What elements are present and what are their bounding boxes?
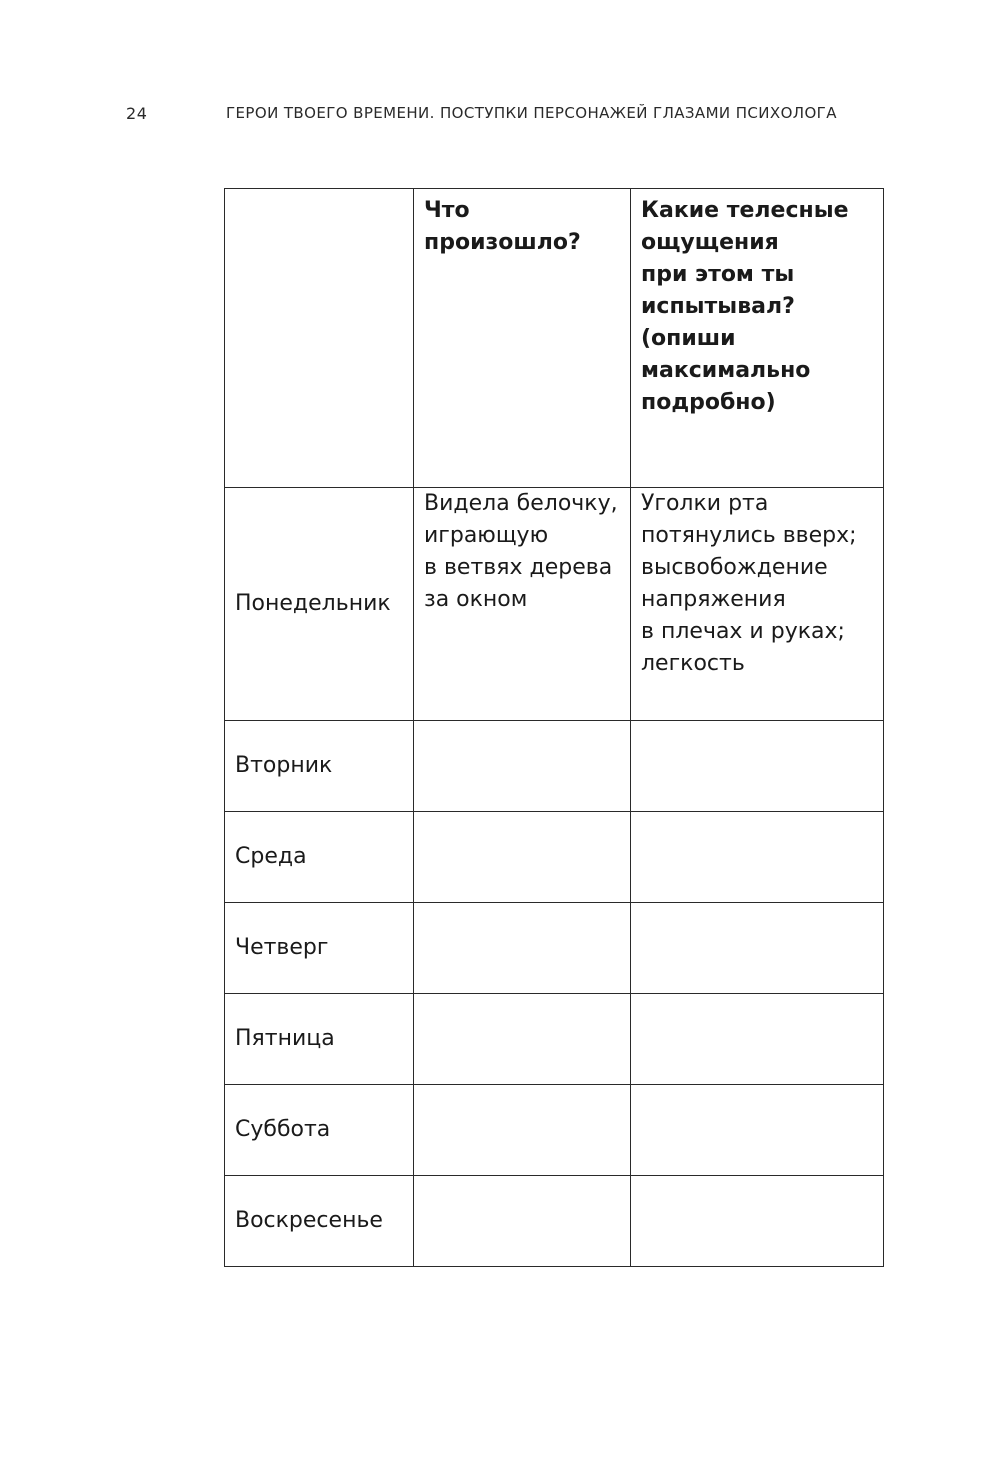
event-cell-sunday[interactable] — [414, 1176, 631, 1267]
header-sensations-line: испытывал? — [641, 294, 795, 319]
sensations-line: напряжения — [641, 587, 786, 612]
table-row-saturday — [225, 1085, 884, 1176]
table-row-monday — [225, 488, 884, 721]
header-event-line: Что — [424, 198, 470, 223]
event-cell-friday[interactable] — [414, 994, 631, 1085]
header-sensations-line: (опиши — [641, 326, 736, 351]
table-row-sunday — [225, 1176, 884, 1267]
sensations-diary-table — [224, 188, 884, 1267]
sensations-cell-friday[interactable] — [631, 994, 884, 1085]
page-number: 24 — [126, 104, 148, 123]
day-cell-monday: Понедельник — [225, 488, 414, 721]
event-cell-tuesday[interactable] — [414, 721, 631, 812]
sensations-line: Уголки рта — [641, 491, 769, 516]
table-row-friday — [225, 994, 884, 1085]
header-sensations-line: при этом ты — [641, 262, 795, 287]
table-row-wednesday — [225, 812, 884, 903]
sensations-line: потянулись вверх; — [641, 523, 857, 548]
event-line: в ветвях дерева — [424, 555, 613, 580]
sensations-cell-monday[interactable] — [631, 488, 884, 721]
sensations-line: в плечах и руках; — [641, 619, 845, 644]
header-event-line: произошло? — [424, 230, 581, 255]
table-row-tuesday — [225, 721, 884, 812]
table-header-row — [225, 189, 884, 488]
header-sensations-line: максимально — [641, 358, 811, 383]
header-sensations-cell — [631, 189, 884, 488]
day-cell-wednesday: Среда — [225, 812, 414, 903]
header-sensations-line: Какие телесные — [641, 198, 849, 223]
header-event-cell — [414, 189, 631, 488]
sensations-cell-sunday[interactable] — [631, 1176, 884, 1267]
day-cell-tuesday: Вторник — [225, 721, 414, 812]
day-cell-friday: Пятница — [225, 994, 414, 1085]
sensations-line: легкость — [641, 651, 745, 676]
header-day-cell — [225, 189, 414, 488]
day-cell-sunday: Воскресенье — [225, 1176, 414, 1267]
book-title: ГЕРОИ ТВОЕГО ВРЕМЕНИ. ПОСТУПКИ ПЕРСОНАЖЕЙ ГЛАЗАМИ ПСИХОЛОГА — [226, 104, 837, 122]
event-line: Видела белочку, — [424, 491, 618, 516]
event-cell-saturday[interactable] — [414, 1085, 631, 1176]
sensations-cell-thursday[interactable] — [631, 903, 884, 994]
header-sensations-line: ощущения — [641, 230, 779, 255]
event-line: за окном — [424, 587, 528, 612]
sensations-cell-saturday[interactable] — [631, 1085, 884, 1176]
day-cell-saturday: Суббота — [225, 1085, 414, 1176]
sensations-cell-wednesday[interactable] — [631, 812, 884, 903]
sensations-cell-tuesday[interactable] — [631, 721, 884, 812]
event-cell-wednesday[interactable] — [414, 812, 631, 903]
day-cell-thursday: Четверг — [225, 903, 414, 994]
event-cell-monday[interactable] — [414, 488, 631, 721]
event-cell-thursday[interactable] — [414, 903, 631, 994]
table-row-thursday — [225, 903, 884, 994]
running-head — [126, 100, 886, 130]
sensations-line: высвобождение — [641, 555, 828, 580]
header-sensations-line: подробно) — [641, 390, 776, 415]
event-line: играющую — [424, 523, 549, 548]
